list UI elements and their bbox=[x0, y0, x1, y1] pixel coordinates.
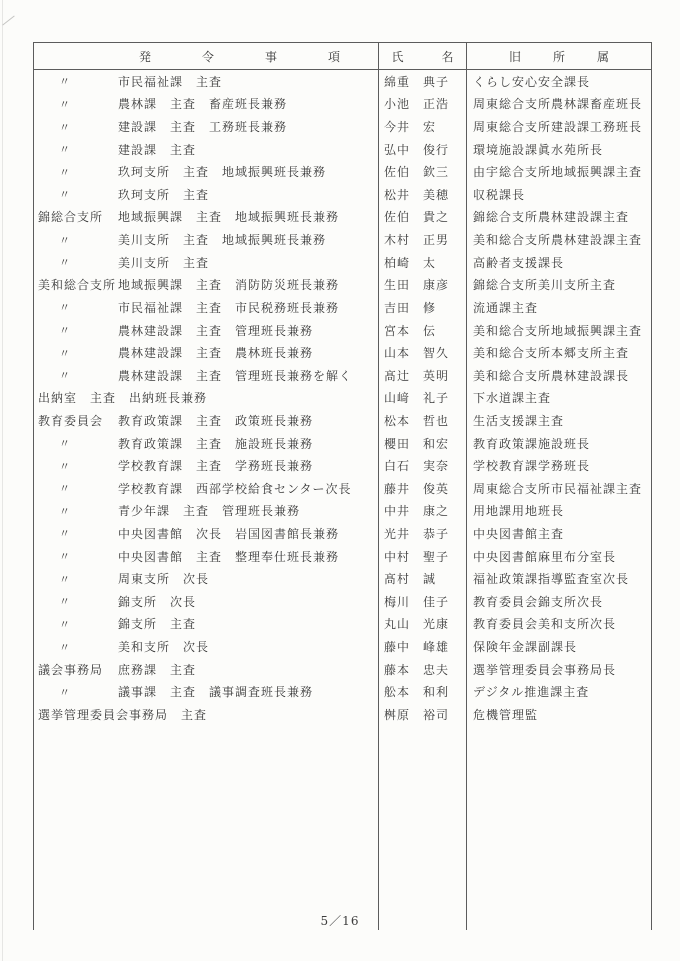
appointment-detail: 農林課 主査 畜産班長兼務 bbox=[118, 97, 288, 112]
ditto-mark: 〃 bbox=[59, 550, 71, 564]
table-row bbox=[34, 70, 651, 93]
former-affiliation-cell bbox=[466, 726, 651, 930]
table-row bbox=[34, 387, 651, 410]
appointment-detail: 美川支所 主査 地域振興班長兼務 bbox=[118, 233, 327, 248]
former-affiliation-cell: 収税課長 bbox=[466, 183, 651, 206]
table-rows bbox=[34, 70, 651, 726]
header-appointment-items-label: 発令事項 bbox=[139, 49, 392, 64]
appointment-cell bbox=[34, 160, 378, 183]
name-cell: 中井 康之 bbox=[378, 500, 466, 523]
appointment-cell bbox=[34, 70, 378, 93]
table-row bbox=[34, 138, 651, 161]
header-former-affiliation bbox=[466, 43, 651, 69]
former-affiliation-cell: 周東総合支所建設課工務班長 bbox=[466, 115, 651, 138]
appointment-cell bbox=[34, 273, 378, 296]
ditto-mark: 〃 bbox=[59, 301, 71, 315]
appointment-detail: 学校教育課 西部学校給食センター次長 bbox=[118, 481, 352, 496]
name-cell: 宮本 伝 bbox=[378, 319, 466, 342]
name-cell: 藤井 俊英 bbox=[378, 477, 466, 500]
appointment-cell bbox=[34, 115, 378, 138]
appointment-detail: 地域振興課 主査 地域振興班長兼務 bbox=[118, 210, 340, 225]
former-affiliation-cell: 保険年金課副課長 bbox=[466, 635, 651, 658]
org-label: 教育委員会 bbox=[38, 413, 104, 428]
former-affiliation-cell: 教育政策課施設班長 bbox=[466, 432, 651, 455]
appointment-cell bbox=[34, 387, 378, 410]
header-name bbox=[378, 43, 492, 69]
appointment-detail: 中央図書館 主査 整理奉仕班長兼務 bbox=[118, 549, 340, 564]
org-label: 選挙管理委員会事務局 主査 bbox=[38, 707, 208, 722]
table-row bbox=[34, 477, 651, 500]
table-row bbox=[34, 183, 651, 206]
header-name-label: 氏名 bbox=[391, 49, 492, 64]
appointment-detail: 美和支所 次長 bbox=[118, 640, 210, 655]
appointment-detail: 建設課 主査 bbox=[118, 142, 197, 157]
former-affiliation-cell: 生活支援課主査 bbox=[466, 409, 651, 432]
header-appointment-items bbox=[34, 43, 392, 69]
appointment-cell bbox=[34, 522, 378, 545]
appointment-cell bbox=[34, 658, 378, 681]
former-affiliation-cell: 美和総合支所地域振興課主査 bbox=[466, 319, 651, 342]
appointment-detail: 庶務課 主査 bbox=[118, 662, 197, 677]
appointment-cell bbox=[34, 590, 378, 613]
table-row bbox=[34, 432, 651, 455]
appointment-cell bbox=[34, 635, 378, 658]
page-number: 5／16 bbox=[320, 914, 360, 928]
ditto-mark: 〃 bbox=[59, 346, 71, 360]
former-affiliation-cell: 錦総合支所農林建設課主査 bbox=[466, 206, 651, 229]
appointment-cell bbox=[34, 409, 378, 432]
scan-edge-artifact bbox=[2, 0, 3, 961]
name-cell: 山本 智久 bbox=[378, 341, 466, 364]
table-row bbox=[34, 545, 651, 568]
former-affiliation-cell: 学校教育課学務班長 bbox=[466, 454, 651, 477]
ditto-mark: 〃 bbox=[59, 324, 71, 337]
former-affiliation-cell: 中央図書館麻里布分室長 bbox=[466, 545, 651, 568]
appointment-cell bbox=[34, 545, 378, 568]
table-row bbox=[34, 522, 651, 545]
name-cell: 櫻田 和宏 bbox=[378, 432, 466, 455]
table-row bbox=[34, 703, 651, 726]
ditto-mark: 〃 bbox=[59, 437, 71, 451]
name-cell: 光井 恭子 bbox=[378, 522, 466, 545]
table-row bbox=[34, 454, 651, 477]
name-cell: 柏崎 太 bbox=[378, 251, 466, 274]
table-row bbox=[34, 567, 651, 590]
ditto-mark: 〃 bbox=[59, 459, 71, 473]
ditto-mark: 〃 bbox=[59, 527, 71, 541]
former-affiliation-cell: 周東総合支所農林課畜産班長 bbox=[466, 93, 651, 116]
appointment-cell bbox=[34, 364, 378, 387]
former-affiliation-cell: 教育委員会美和支所次長 bbox=[466, 613, 651, 636]
table-row bbox=[34, 206, 651, 229]
table-header-row bbox=[34, 43, 651, 70]
appointment-detail: 玖珂支所 主査 地域振興班長兼務 bbox=[118, 165, 327, 180]
ditto-mark: 〃 bbox=[59, 482, 71, 496]
table-row bbox=[34, 590, 651, 613]
personnel-table bbox=[33, 42, 652, 930]
name-cell: 藤中 峰雄 bbox=[378, 635, 466, 658]
ditto-mark: 〃 bbox=[59, 617, 71, 631]
ditto-mark: 〃 bbox=[59, 233, 71, 247]
former-affiliation-cell: 用地課用地班長 bbox=[466, 500, 651, 523]
ditto-mark: 〃 bbox=[59, 595, 71, 609]
ditto-mark: 〃 bbox=[59, 572, 71, 586]
table-row bbox=[34, 296, 651, 319]
ditto-mark: 〃 bbox=[59, 685, 71, 699]
appointment-cell bbox=[34, 680, 378, 703]
former-affiliation-cell: 中央図書館主査 bbox=[466, 522, 651, 545]
table-row bbox=[34, 228, 651, 251]
ditto-mark: 〃 bbox=[59, 188, 71, 202]
table-row bbox=[34, 319, 651, 342]
org-label: 出納室 主査 出納班長兼務 bbox=[38, 391, 208, 406]
former-affiliation-cell: くらし安心安全課長 bbox=[466, 70, 651, 93]
table-row bbox=[34, 341, 651, 364]
appointment-cell bbox=[34, 319, 378, 342]
name-cell: 中村 聖子 bbox=[378, 545, 466, 568]
appointment-cell bbox=[34, 228, 378, 251]
former-affiliation-cell: 福祉政策課指導監査室次長 bbox=[466, 567, 651, 590]
name-cell: 生田 康彦 bbox=[378, 273, 466, 296]
name-cell: 髙村 誠 bbox=[378, 567, 466, 590]
ditto-mark: 〃 bbox=[59, 97, 71, 111]
table-row bbox=[34, 500, 651, 523]
table-row bbox=[34, 160, 651, 183]
ditto-mark: 〃 bbox=[59, 256, 71, 270]
org-label: 議会事務局 bbox=[38, 662, 104, 677]
appointment-detail: 青少年課 主査 管理班長兼務 bbox=[118, 504, 301, 519]
appointment-detail: 教育政策課 主査 施設班長兼務 bbox=[118, 436, 314, 451]
scan-corner-artifact bbox=[2, 15, 14, 25]
appointment-cell bbox=[34, 183, 378, 206]
appointment-detail: 周東支所 次長 bbox=[118, 572, 210, 587]
ditto-mark: 〃 bbox=[59, 143, 71, 157]
appointment-cell bbox=[34, 138, 378, 161]
former-affiliation-cell: 周東総合支所市民福祉課主査 bbox=[466, 477, 651, 500]
name-cell: 山﨑 礼子 bbox=[378, 387, 466, 410]
appointment-cell bbox=[34, 567, 378, 590]
appointment-cell bbox=[34, 251, 378, 274]
appointment-detail: 錦支所 次長 bbox=[118, 594, 197, 609]
appointment-detail: 議事課 主査 議事調査班長兼務 bbox=[118, 685, 314, 700]
former-affiliation-cell: 高齢者支援課長 bbox=[466, 251, 651, 274]
appointment-cell bbox=[34, 500, 378, 523]
appointment-cell bbox=[34, 432, 378, 455]
name-cell: 松井 美穂 bbox=[378, 183, 466, 206]
appointment-detail: 農林建設課 主査 管理班長兼務 bbox=[118, 323, 314, 338]
appointment-detail: 教育政策課 主査 政策班長兼務 bbox=[118, 413, 314, 428]
name-cell: 藤本 忠夫 bbox=[378, 658, 466, 681]
ditto-mark: 〃 bbox=[59, 504, 71, 518]
appointment-cell bbox=[34, 93, 378, 116]
appointment-detail: 学校教育課 主査 学務班長兼務 bbox=[118, 459, 314, 474]
appointment-detail: 建設課 主査 工務班長兼務 bbox=[118, 120, 288, 135]
org-label: 錦総合支所 bbox=[38, 210, 104, 225]
table-row bbox=[34, 680, 651, 703]
name-cell: 髙辻 英明 bbox=[378, 364, 466, 387]
appointment-cell bbox=[34, 454, 378, 477]
appointment-detail: 中央図書館 次長 岩国図書館長兼務 bbox=[118, 526, 340, 541]
appointment-detail: 美川支所 主査 bbox=[118, 255, 210, 270]
table-row bbox=[34, 658, 651, 681]
former-affiliation-cell: 錦総合支所美川支所主査 bbox=[466, 273, 651, 296]
org-label: 美和総合支所 bbox=[38, 278, 117, 293]
name-cell: 吉田 修 bbox=[378, 296, 466, 319]
table-row bbox=[34, 613, 651, 636]
table-row bbox=[34, 409, 651, 432]
ditto-mark: 〃 bbox=[59, 165, 71, 179]
appointment-detail: 錦支所 主査 bbox=[118, 617, 197, 632]
name-cell: 松本 哲也 bbox=[378, 409, 466, 432]
table-row bbox=[34, 115, 651, 138]
former-affiliation-cell: 美和総合支所農林建設課長 bbox=[466, 364, 651, 387]
table-filler-row bbox=[34, 726, 651, 930]
name-cell: 小池 正浩 bbox=[378, 93, 466, 116]
table-row bbox=[34, 635, 651, 658]
former-affiliation-cell: 教育委員会錦支所次長 bbox=[466, 590, 651, 613]
appointment-cell bbox=[34, 341, 378, 364]
former-affiliation-cell: 危機管理監 bbox=[466, 703, 651, 726]
name-cell: 綿重 典子 bbox=[378, 70, 466, 93]
name-cell: 舩本 和利 bbox=[378, 680, 466, 703]
ditto-mark: 〃 bbox=[59, 369, 71, 383]
table-row bbox=[34, 251, 651, 274]
ditto-mark: 〃 bbox=[59, 75, 71, 89]
appointment-detail: 玖珂支所 主査 bbox=[118, 187, 210, 202]
name-cell: 桝原 裕司 bbox=[378, 703, 466, 726]
name-cell: 今井 宏 bbox=[378, 115, 466, 138]
appointment-cell bbox=[34, 613, 378, 636]
former-affiliation-cell: 環境施設課眞水苑所長 bbox=[466, 138, 651, 161]
former-affiliation-cell: 由宇総合支所地域振興課主査 bbox=[466, 160, 651, 183]
appointment-detail: 市民福祉課 主査 市民税務班長兼務 bbox=[118, 300, 340, 315]
header-former-affiliation-label: 旧所属 bbox=[508, 49, 641, 64]
appointment-detail: 地域振興課 主査 消防防災班長兼務 bbox=[118, 278, 340, 293]
appointment-detail: 農林建設課 主査 管理班長兼務を解く bbox=[118, 368, 353, 383]
appointment-cell bbox=[34, 477, 378, 500]
former-affiliation-cell: 選挙管理委員会事務局長 bbox=[466, 658, 651, 681]
table-row bbox=[34, 93, 651, 116]
ditto-mark: 〃 bbox=[59, 640, 71, 654]
name-cell: 梅川 佳子 bbox=[378, 590, 466, 613]
appointment-cell bbox=[34, 726, 378, 930]
former-affiliation-cell: 流通課主査 bbox=[466, 296, 651, 319]
name-cell: 丸山 光康 bbox=[378, 613, 466, 636]
name-cell: 白石 実奈 bbox=[378, 454, 466, 477]
name-cell: 佐伯 欽三 bbox=[378, 160, 466, 183]
appointment-cell bbox=[34, 206, 378, 229]
appointment-detail: 市民福祉課 主査 bbox=[118, 74, 223, 89]
table-row bbox=[34, 364, 651, 387]
former-affiliation-cell: 美和総合支所農林建設課主査 bbox=[466, 228, 651, 251]
former-affiliation-cell: 美和総合支所本郷支所主査 bbox=[466, 341, 651, 364]
appointment-detail: 農林建設課 主査 農林班長兼務 bbox=[118, 346, 314, 361]
name-cell bbox=[378, 726, 466, 930]
table-body bbox=[34, 70, 651, 930]
former-affiliation-cell: デジタル推進課主査 bbox=[466, 680, 651, 703]
appointment-cell bbox=[34, 296, 378, 319]
name-cell: 木村 正男 bbox=[378, 228, 466, 251]
name-cell: 佐伯 貴之 bbox=[378, 206, 466, 229]
ditto-mark: 〃 bbox=[59, 120, 71, 134]
appointment-cell bbox=[34, 703, 378, 726]
name-cell: 弘中 俊行 bbox=[378, 138, 466, 161]
former-affiliation-cell: 下水道課主査 bbox=[466, 387, 651, 410]
table-row bbox=[34, 273, 651, 296]
